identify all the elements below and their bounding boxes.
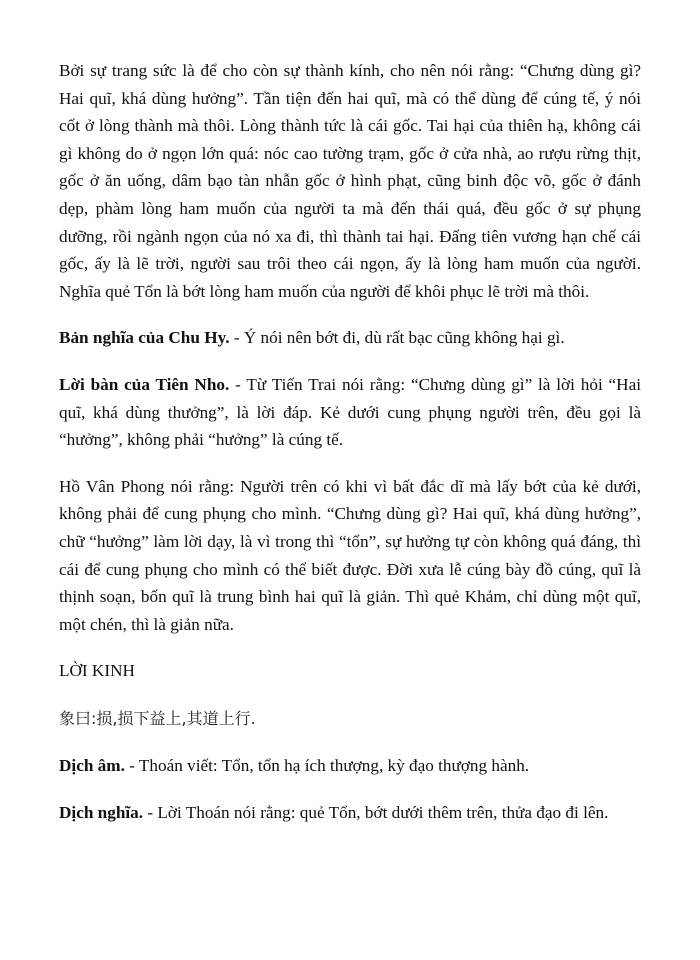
paragraph-commentary: [59, 57, 641, 305]
paragraph-lead: Lời bàn của Tiên Nho.: [59, 374, 230, 394]
paragraph-ho-van-phong: [59, 473, 641, 639]
document-page: [59, 57, 641, 846]
paragraph-text: - Lời Thoán nói rằng: quẻ Tổn, bớt dưới thêm trên, thửa đạo đi lên.: [143, 803, 609, 823]
paragraph-lead: Dịch âm.: [59, 756, 125, 776]
paragraph-text: Hồ Vân Phong nói rằng: Người trên có khi vì bất đắc dĩ mà lấy bớt của kẻ dưới, không phải để cung phụng cho mình. “Chưng dùng gì? Hai quĩ, khá dùng hưởng”, chữ “hưởng” làm lời dạy, là vì trong thì “tổn”, sự hưởng tự còn không quá đáng, thì cái để cung phụng cho mình có thể biết được. Đời xưa lễ cúng bày đồ cúng, quĩ là thịnh soạn, bốn quĩ là trung bình hai quĩ là giản. Thì quẻ Khảm, chỉ dùng một quĩ, một chén, thì là giản nữa.: [59, 476, 641, 634]
paragraph-text: - Từ Tiến Trai nói rằng: “Chưng dùng gì” là lời hỏi “Hai quĩ, khá dùng thưởng”, là lời đáp. Kẻ dưới cung phụng người trên, đều gọi là “hưởng”, không phải “hưởng” là cúng tế.: [59, 374, 641, 450]
paragraph-tien-nho: [59, 371, 641, 454]
paragraph-lead: Bản nghĩa của Chu Hy.: [59, 328, 230, 348]
paragraph-dich-nghia: [59, 799, 641, 827]
classical-chinese-text: 象曰:损,损下益上,其道上行.: [59, 708, 256, 728]
paragraph-lead: Dịch nghĩa.: [59, 803, 144, 823]
paragraph-dich-am: [59, 752, 641, 780]
paragraph-text: - Ý nói nên bớt đi, dù rất bạc cũng không hại gì.: [229, 328, 565, 348]
section-heading: LỜI KINH: [59, 661, 135, 681]
paragraph-text: - Thoán viết: Tổn, tổn hạ ích thượng, kỳ đạo thượng hành.: [124, 756, 530, 776]
paragraph-text: Bởi sự trang sức là để cho còn sự thành kính, cho nên nói rằng: “Chưng dùng gì? Hai quĩ, khá dùng hưởng”. Tần tiện đến hai quĩ, mà có thể dùng để cúng tế, ý nói cốt ở lòng thành mà thôi. Lòng thành tức là cái gốc. Tai hại của thiên hạ, không cái gì không do ở ngọn lớn quá: nóc cao tường trạm, gốc ở cửa nhà, ao rượu rừng thịt, gốc ở ăn uống, dâm bạo tàn nhẫn gốc ở hình phạt, cũng binh độc võ, gốc ở đánh dẹp, phàm lòng ham muốn của người ta mà đến thái quá, đều gốc ở sự phụng dưỡng, rồi ngành ngọn của nó xa đi, thì thành tai hại. Đấng tiên vương hạn chế cái gốc, ấy là lẽ trời, người sau trôi theo cái ngọn, ấy là lòng ham muốn của người. Nghĩa quẻ Tổn là bớt lòng ham muốn của người để khôi phục lẽ trời mà thôi.: [59, 61, 641, 301]
paragraph-chu-hy: [59, 324, 641, 352]
